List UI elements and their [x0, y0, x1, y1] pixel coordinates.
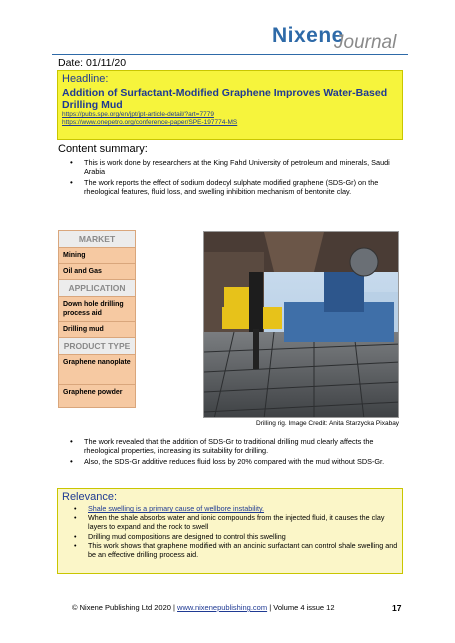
header-divider — [52, 54, 408, 55]
summary-list — [70, 158, 400, 197]
headline-box — [57, 70, 403, 140]
relevance-box — [57, 488, 403, 574]
headline-title: Addition of Surfactant-Modified Graphene Improves Water-Based Drilling Mud — [62, 87, 388, 111]
list-item: • Drilling mud compositions are designed to control this swelling — [74, 532, 398, 541]
footer — [72, 603, 335, 612]
list-item: • The work reports the effect of sodium dodecyl sulphate modified graphene (SDS-Gr) on the rheological features, fluid loss, and swelling inhibition mechanism of bentonite clay. — [70, 178, 400, 197]
website-link[interactable]: www.nixenepublishing.com — [177, 603, 268, 612]
relevance-link[interactable]: Shale swelling is a primary cause of wellbore instability. — [88, 504, 265, 513]
source-link-2[interactable]: https://www.onepetro.org/conference-paper/SPE-197774-MS — [62, 119, 238, 126]
list-item: • This is work done by researchers at the King Fahd University of petroleum and minerals, Saudi Arabia — [70, 158, 400, 177]
content-summary-title: Content summary: — [58, 143, 148, 155]
article-date: Date: 01/11/20 — [58, 57, 127, 69]
drilling-rig-photo — [203, 231, 399, 418]
application-heading: APPLICATION — [59, 280, 135, 297]
list-item: • This work shows that graphene modified with an ancinic surfactant can control shale swelling and be an effective drilling process aid. — [74, 541, 398, 559]
product-item: Graphene nanoplate — [59, 355, 135, 385]
volume-text: | Volume 4 issue 12 — [267, 603, 335, 612]
summary-list-continued — [70, 437, 400, 467]
product-type-heading: PRODUCT TYPE — [59, 338, 135, 355]
application-item: Drilling mud — [59, 322, 135, 338]
market-item: Mining — [59, 248, 135, 264]
photo-caption: Drilling rig. Image Credit: Anita Starzycka Pixabay — [256, 420, 400, 427]
headline-label: Headline: — [62, 73, 109, 85]
market-heading: MARKET — [59, 231, 135, 248]
page-number: 17 — [392, 603, 402, 613]
relevance-list — [74, 504, 398, 559]
list-item: • Also, the SDS-Gr additive reduces fluid loss by 20% compared with the mud without SDS-Gr. — [70, 457, 400, 466]
relevance-title: Relevance: — [62, 491, 118, 503]
list-item: • When the shale absorbs water and ionic compounds from the injected fluid, it causes the clay layers to expand and the rock to swell — [74, 513, 398, 531]
logo-sub-text: Journal — [334, 32, 397, 53]
journal-logo — [272, 24, 412, 54]
logo-main-text: Nixene — [272, 24, 344, 47]
classification-sidebar — [58, 230, 136, 408]
list-item: • The work revealed that the addition of SDS-Gr to traditional drilling mud clearly affects the rheological properties, increasing its suitability for drilling. — [70, 437, 400, 456]
copyright-text: © Nixene Publishing Ltd 2020 | — [72, 603, 178, 612]
drilling-rig-illustration — [204, 232, 399, 418]
source-link-1[interactable]: https://pubs.spe.org/en/jpt/jpt-article-detail/?art=7779 — [62, 111, 214, 118]
market-item: Oil and Gas — [59, 264, 135, 280]
application-item: Down hole drilling process aid — [59, 297, 135, 322]
product-item: Graphene powder — [63, 389, 123, 396]
list-item[interactable] — [74, 504, 398, 513]
